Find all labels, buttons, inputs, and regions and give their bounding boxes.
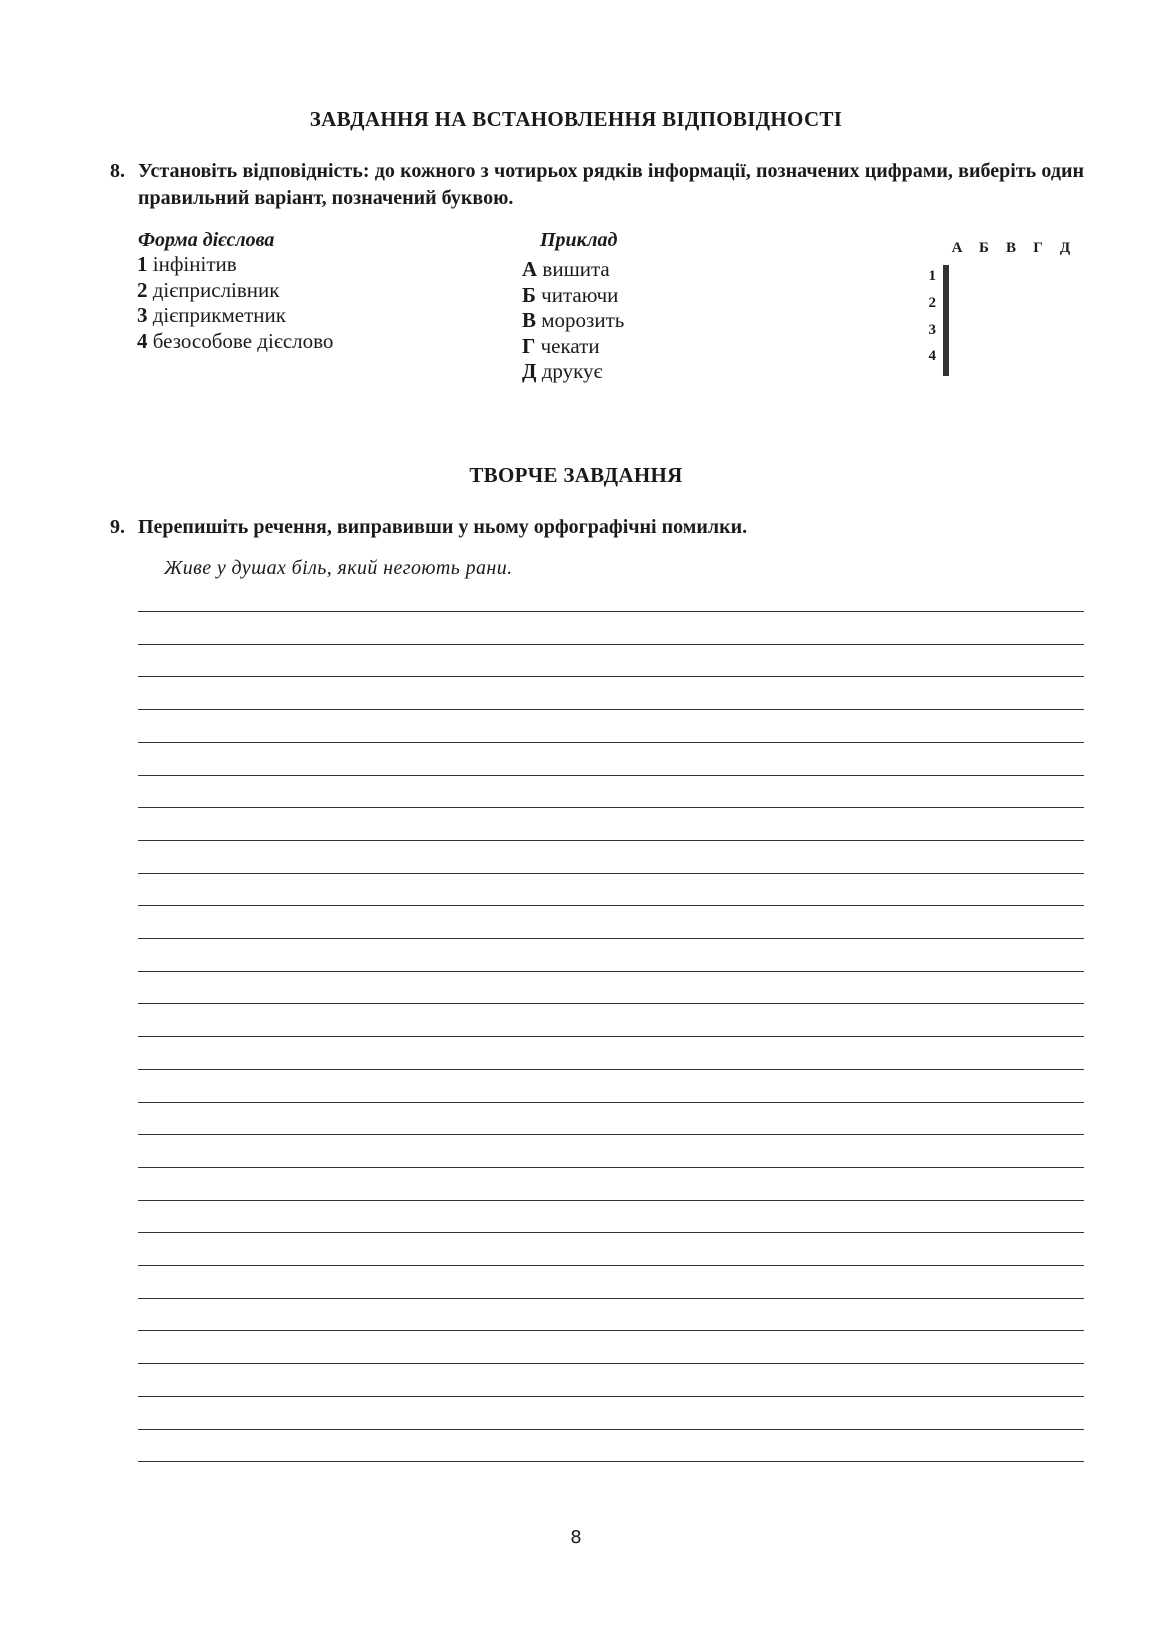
task-9-number: 9. [110,516,125,538]
answer-cell[interactable] [948,293,949,321]
writing-line[interactable] [138,1232,1084,1233]
writing-line[interactable] [138,1036,1084,1037]
writing-line[interactable] [138,1363,1084,1364]
answer-grid-row [944,266,949,294]
answer-grid-table [943,265,949,376]
writing-line[interactable] [138,611,1084,612]
answer-grid-row [944,348,949,376]
writing-line[interactable] [138,905,1084,906]
answer-grid-row [944,293,949,321]
examples-header: Приклад [540,229,618,251]
writing-line[interactable] [138,1134,1084,1135]
writing-line[interactable] [138,1298,1084,1299]
writing-line[interactable] [138,742,1084,743]
writing-line[interactable] [138,1003,1084,1004]
writing-line[interactable] [138,1396,1084,1397]
answer-cell[interactable] [948,348,949,376]
writing-line[interactable] [138,971,1084,972]
example-item: Д друкує [522,359,603,383]
answer-cell[interactable] [948,321,949,349]
writing-line[interactable] [138,873,1084,874]
writing-line[interactable] [138,775,1084,776]
task-9-instruction: Перепишіть речення, виправивши у ньому орфографічні помилки. [138,516,748,538]
writing-line[interactable] [138,1200,1084,1201]
example-item: Б читаючи [522,282,619,307]
grid-col-label: В [1005,240,1016,256]
verb-form-item: 1 інфінітив [137,252,237,276]
example-item: В морозить [522,308,625,332]
writing-line[interactable] [138,676,1084,677]
task-9-sentence: Живе у душах біль, який негоють рани. [164,557,513,579]
writing-line[interactable] [138,1102,1084,1103]
task-8 [110,158,1084,212]
answer-grid-column-labels [948,240,1088,260]
grid-col-label: Г [1033,240,1043,256]
grid-row-label: 2 [928,295,936,311]
grid-col-label: Б [979,240,989,256]
verb-forms-header: Форма дієслова [138,229,275,251]
writing-line[interactable] [138,644,1084,645]
grid-row-label: 3 [928,322,936,338]
writing-line[interactable] [138,938,1084,939]
answer-grid-row [944,321,949,349]
answer-cell[interactable] [948,266,949,294]
grid-row-label: 4 [928,348,936,364]
page-number: 8 [570,1527,582,1548]
section-heading-matching: ЗАВДАННЯ НА ВСТАНОВЛЕННЯ ВІДПОВІДНОСТІ [309,107,843,131]
writing-line[interactable] [138,1167,1084,1168]
task-8-number: 8. [110,160,125,182]
writing-line[interactable] [138,807,1084,808]
examples-list [522,257,624,385]
grid-col-label: Д [1059,240,1071,256]
verb-form-item: 4 безособове дієслово [137,328,334,353]
writing-line[interactable] [138,1265,1084,1266]
writing-line[interactable] [138,709,1084,710]
writing-line[interactable] [138,1429,1084,1430]
verb-form-item: 2 дієприслівник [137,277,280,302]
writing-line[interactable] [138,840,1084,841]
grid-col-label: А [951,240,963,256]
example-item: Г чекати [522,333,600,358]
section-heading-creative: ТВОРЧЕ ЗАВДАННЯ [469,463,683,487]
verb-form-item: 3 дієприкметник [137,303,286,327]
writing-line[interactable] [138,1330,1084,1331]
writing-line[interactable] [138,1461,1084,1462]
verb-forms-list [137,252,333,354]
grid-row-label: 1 [928,268,936,284]
task-9 [110,514,1084,541]
example-item: А вишита [522,257,610,281]
writing-line[interactable] [138,1069,1084,1070]
task-8-instruction: Установіть відповідність: до кожного з чотирьох рядків інформації, позначених цифрами, виберіть один правильний варіант, позначений буквою. [138,160,1084,209]
